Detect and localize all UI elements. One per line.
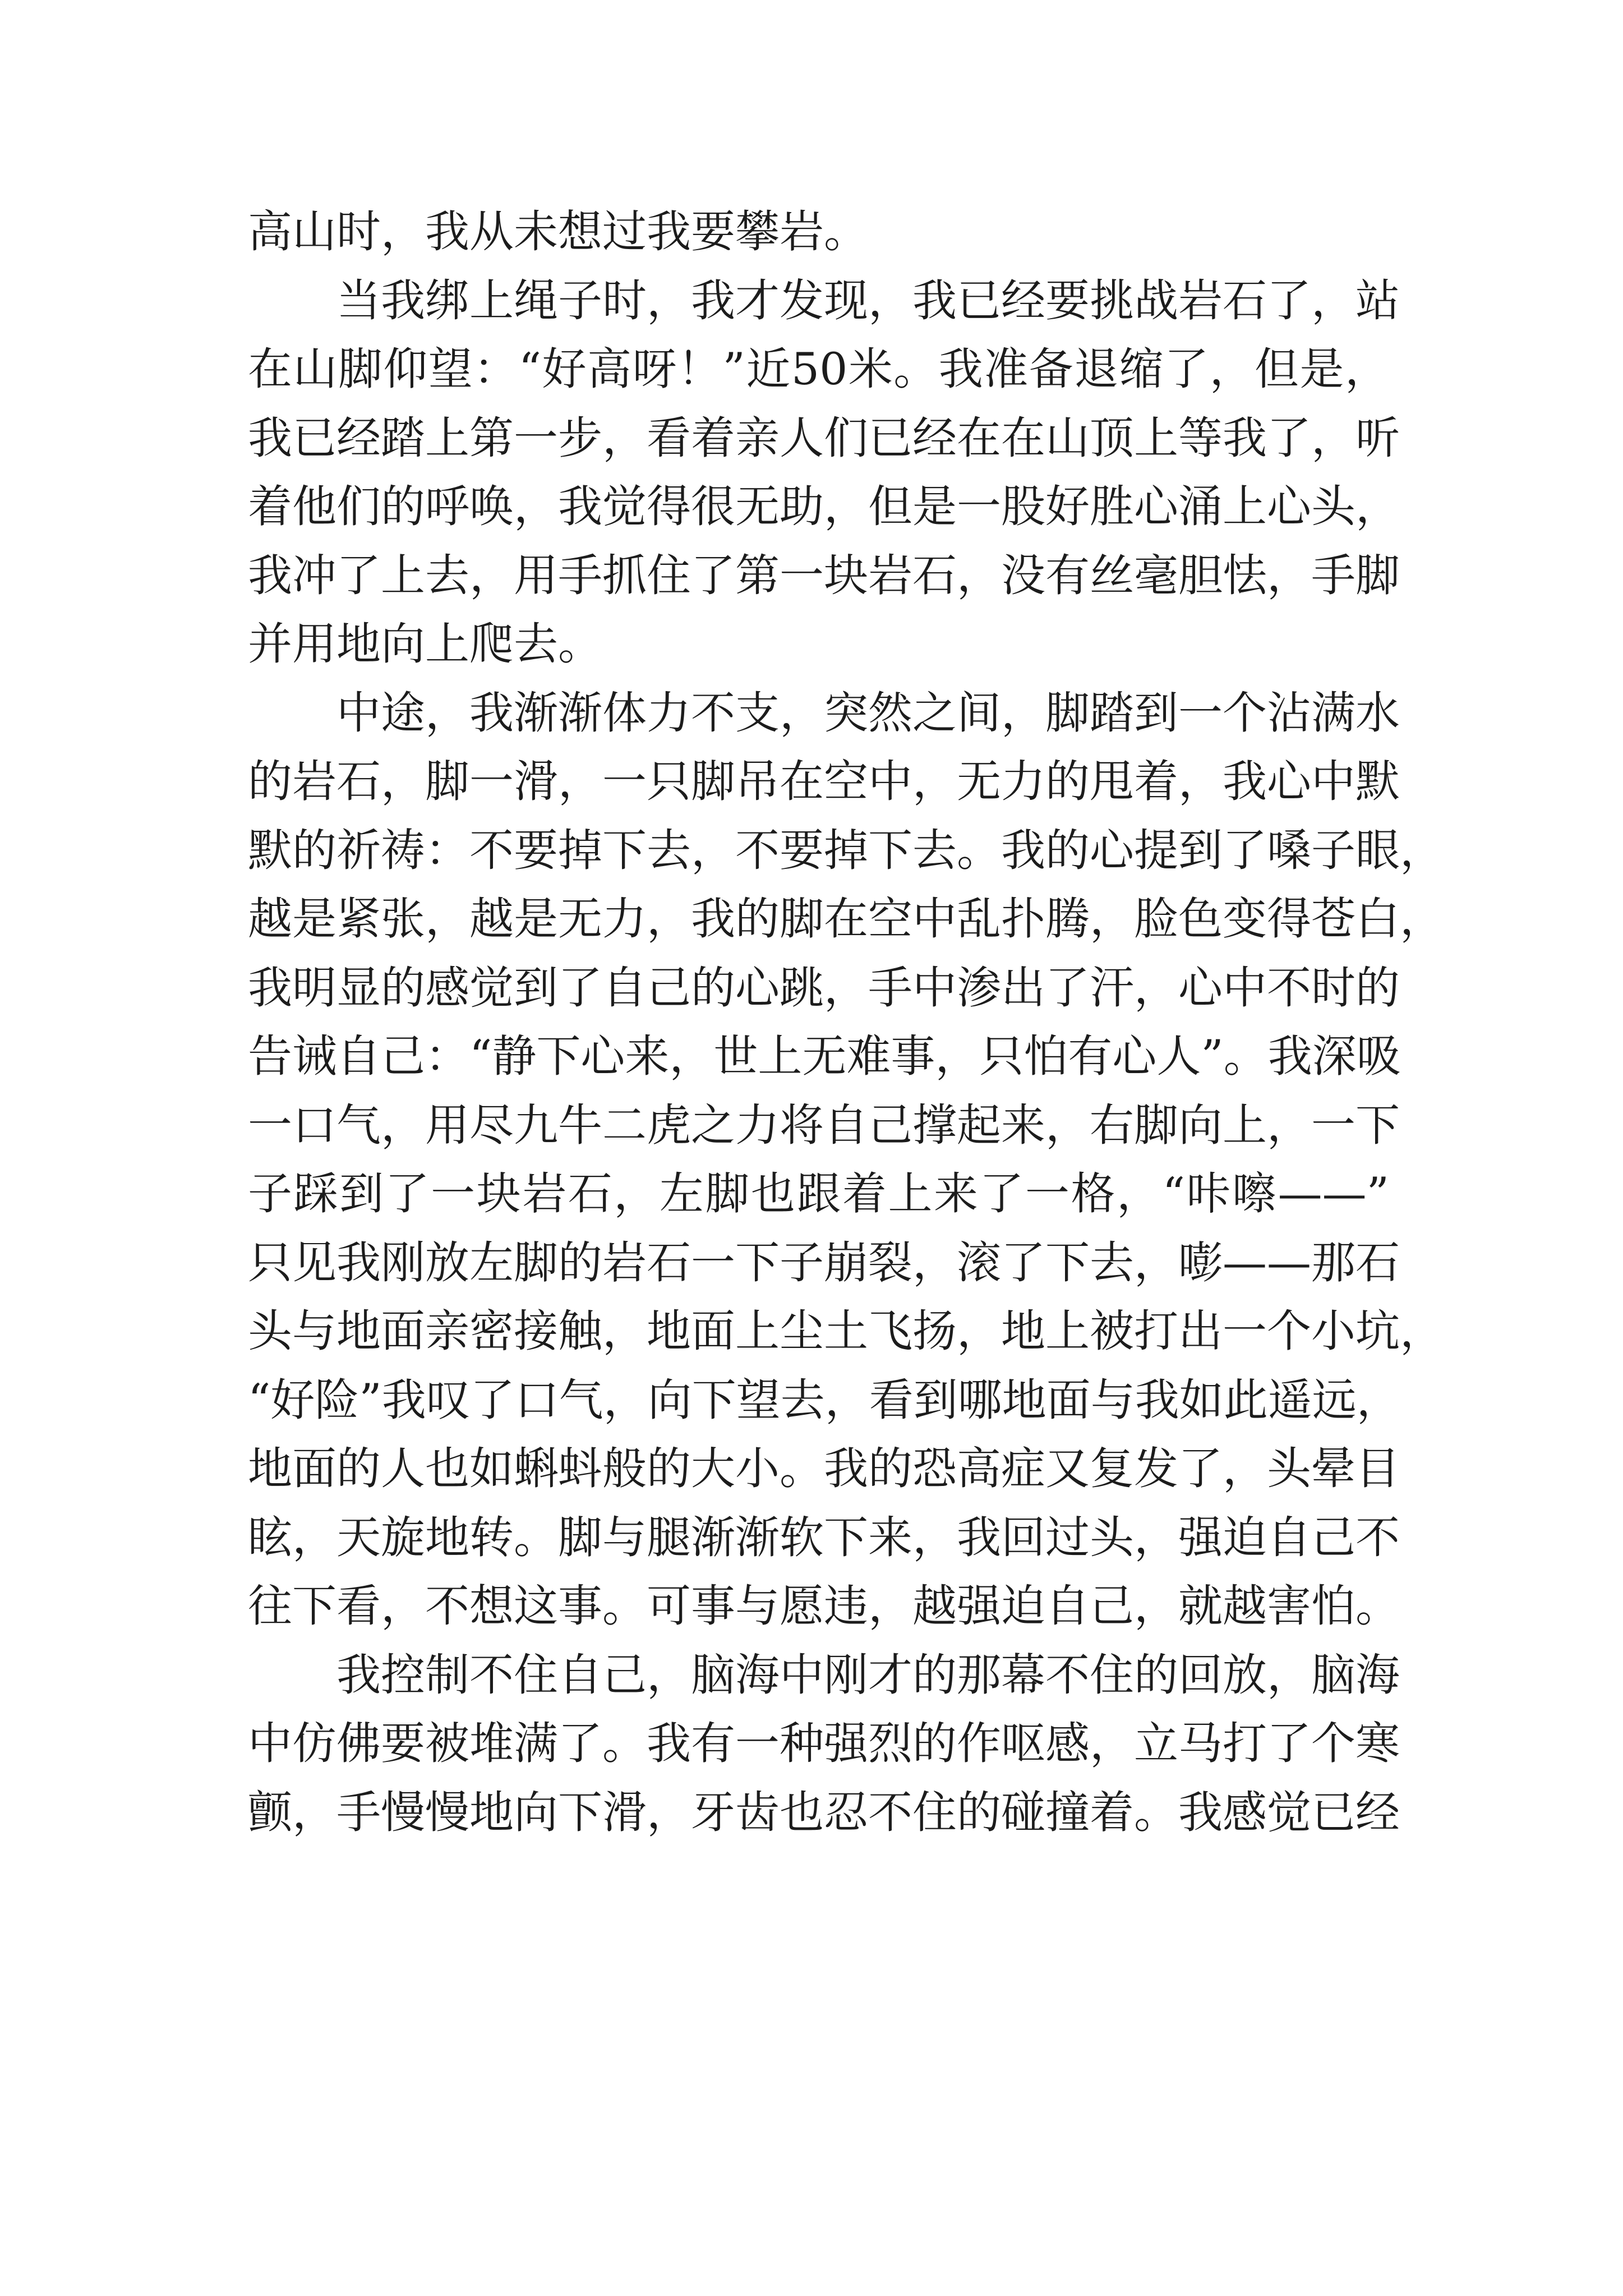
text-line: 只见我刚放左脚的岩石一下子崩裂，滚了下去，嘭——那石 xyxy=(248,1236,1400,1289)
paragraph-start-line: 当我绑上绳子时，我才发现，我已经要挑战岩石了，站 xyxy=(336,274,1400,326)
text-line: 我冲了上去，用手抓住了第一块岩石，没有丝毫胆怯，手脚 xyxy=(248,549,1400,601)
text-line: 子踩到了一块岩石，左脚也跟着上来了一格，“咔嚓——” xyxy=(248,1168,1389,1220)
text-line: 在山脚仰望：“好高呀！”近50米。我准备退缩了，但是， xyxy=(248,343,1389,395)
paragraph-start-line: 中途，我渐渐体力不支，突然之间，脚踏到一个沾满水 xyxy=(336,687,1400,739)
text-line: 中仿佛要被堆满了。我有一种强烈的作呕感，立马打了个寒 xyxy=(248,1718,1400,1769)
text-line: 眩，天旋地转。脚与腿渐渐软下来，我回过头，强迫自己不 xyxy=(248,1511,1400,1563)
text-line: 越是紧张，越是无力，我的脚在空中乱扑腾，脸色变得苍白， xyxy=(248,893,1444,945)
text-line: 默的祈祷：不要掉下去，不要掉下去。我的心提到了嗓子眼， xyxy=(248,824,1444,876)
text-line: 往下看，不想这事。可事与愿违，越强迫自己，就越害怕。 xyxy=(248,1580,1400,1632)
text-line: 我明显的感觉到了自己的心跳，手中渗出了汗，心中不时的 xyxy=(248,961,1400,1014)
text-line: 一口气，用尽九牛二虎之力将自己撑起来，右脚向上，一下 xyxy=(248,1099,1400,1151)
text-line: 着他们的呼唤，我觉得很无助，但是一股好胜心涌上心头， xyxy=(248,481,1400,532)
paragraph-start-line: 我控制不住自己，脑海中刚才的那幕不住的回放，脑海 xyxy=(336,1649,1400,1701)
text-line: 告诫自己：“静下心来，世上无难事，只怕有心人”。我深吸 xyxy=(248,1030,1401,1082)
text-line: 并用地向上爬去。 xyxy=(248,618,602,670)
text-line: “好险”我叹了口气，向下望去，看到哪地面与我如此遥远， xyxy=(248,1374,1401,1426)
text-line: 的岩石，脚一滑，一只脚吊在空中，无力的甩着，我心中默 xyxy=(248,756,1400,807)
essay-body xyxy=(248,197,1444,1847)
text-line: 颤，手慢慢地向下滑，牙齿也忍不住的碰撞着。我感觉已经 xyxy=(248,1786,1400,1838)
text-line: 高山时，我从未想过我要攀岩。 xyxy=(248,206,868,257)
text-line: 头与地面亲密接触，地面上尘土飞扬，地上被打出一个小坑， xyxy=(248,1305,1444,1357)
text-line: 我已经踏上第一步，看着亲人们已经在在山顶上等我了，听 xyxy=(248,412,1400,464)
text-line: 地面的人也如蝌蚪般的大小。我的恐高症又复发了，头晕目 xyxy=(248,1443,1400,1494)
